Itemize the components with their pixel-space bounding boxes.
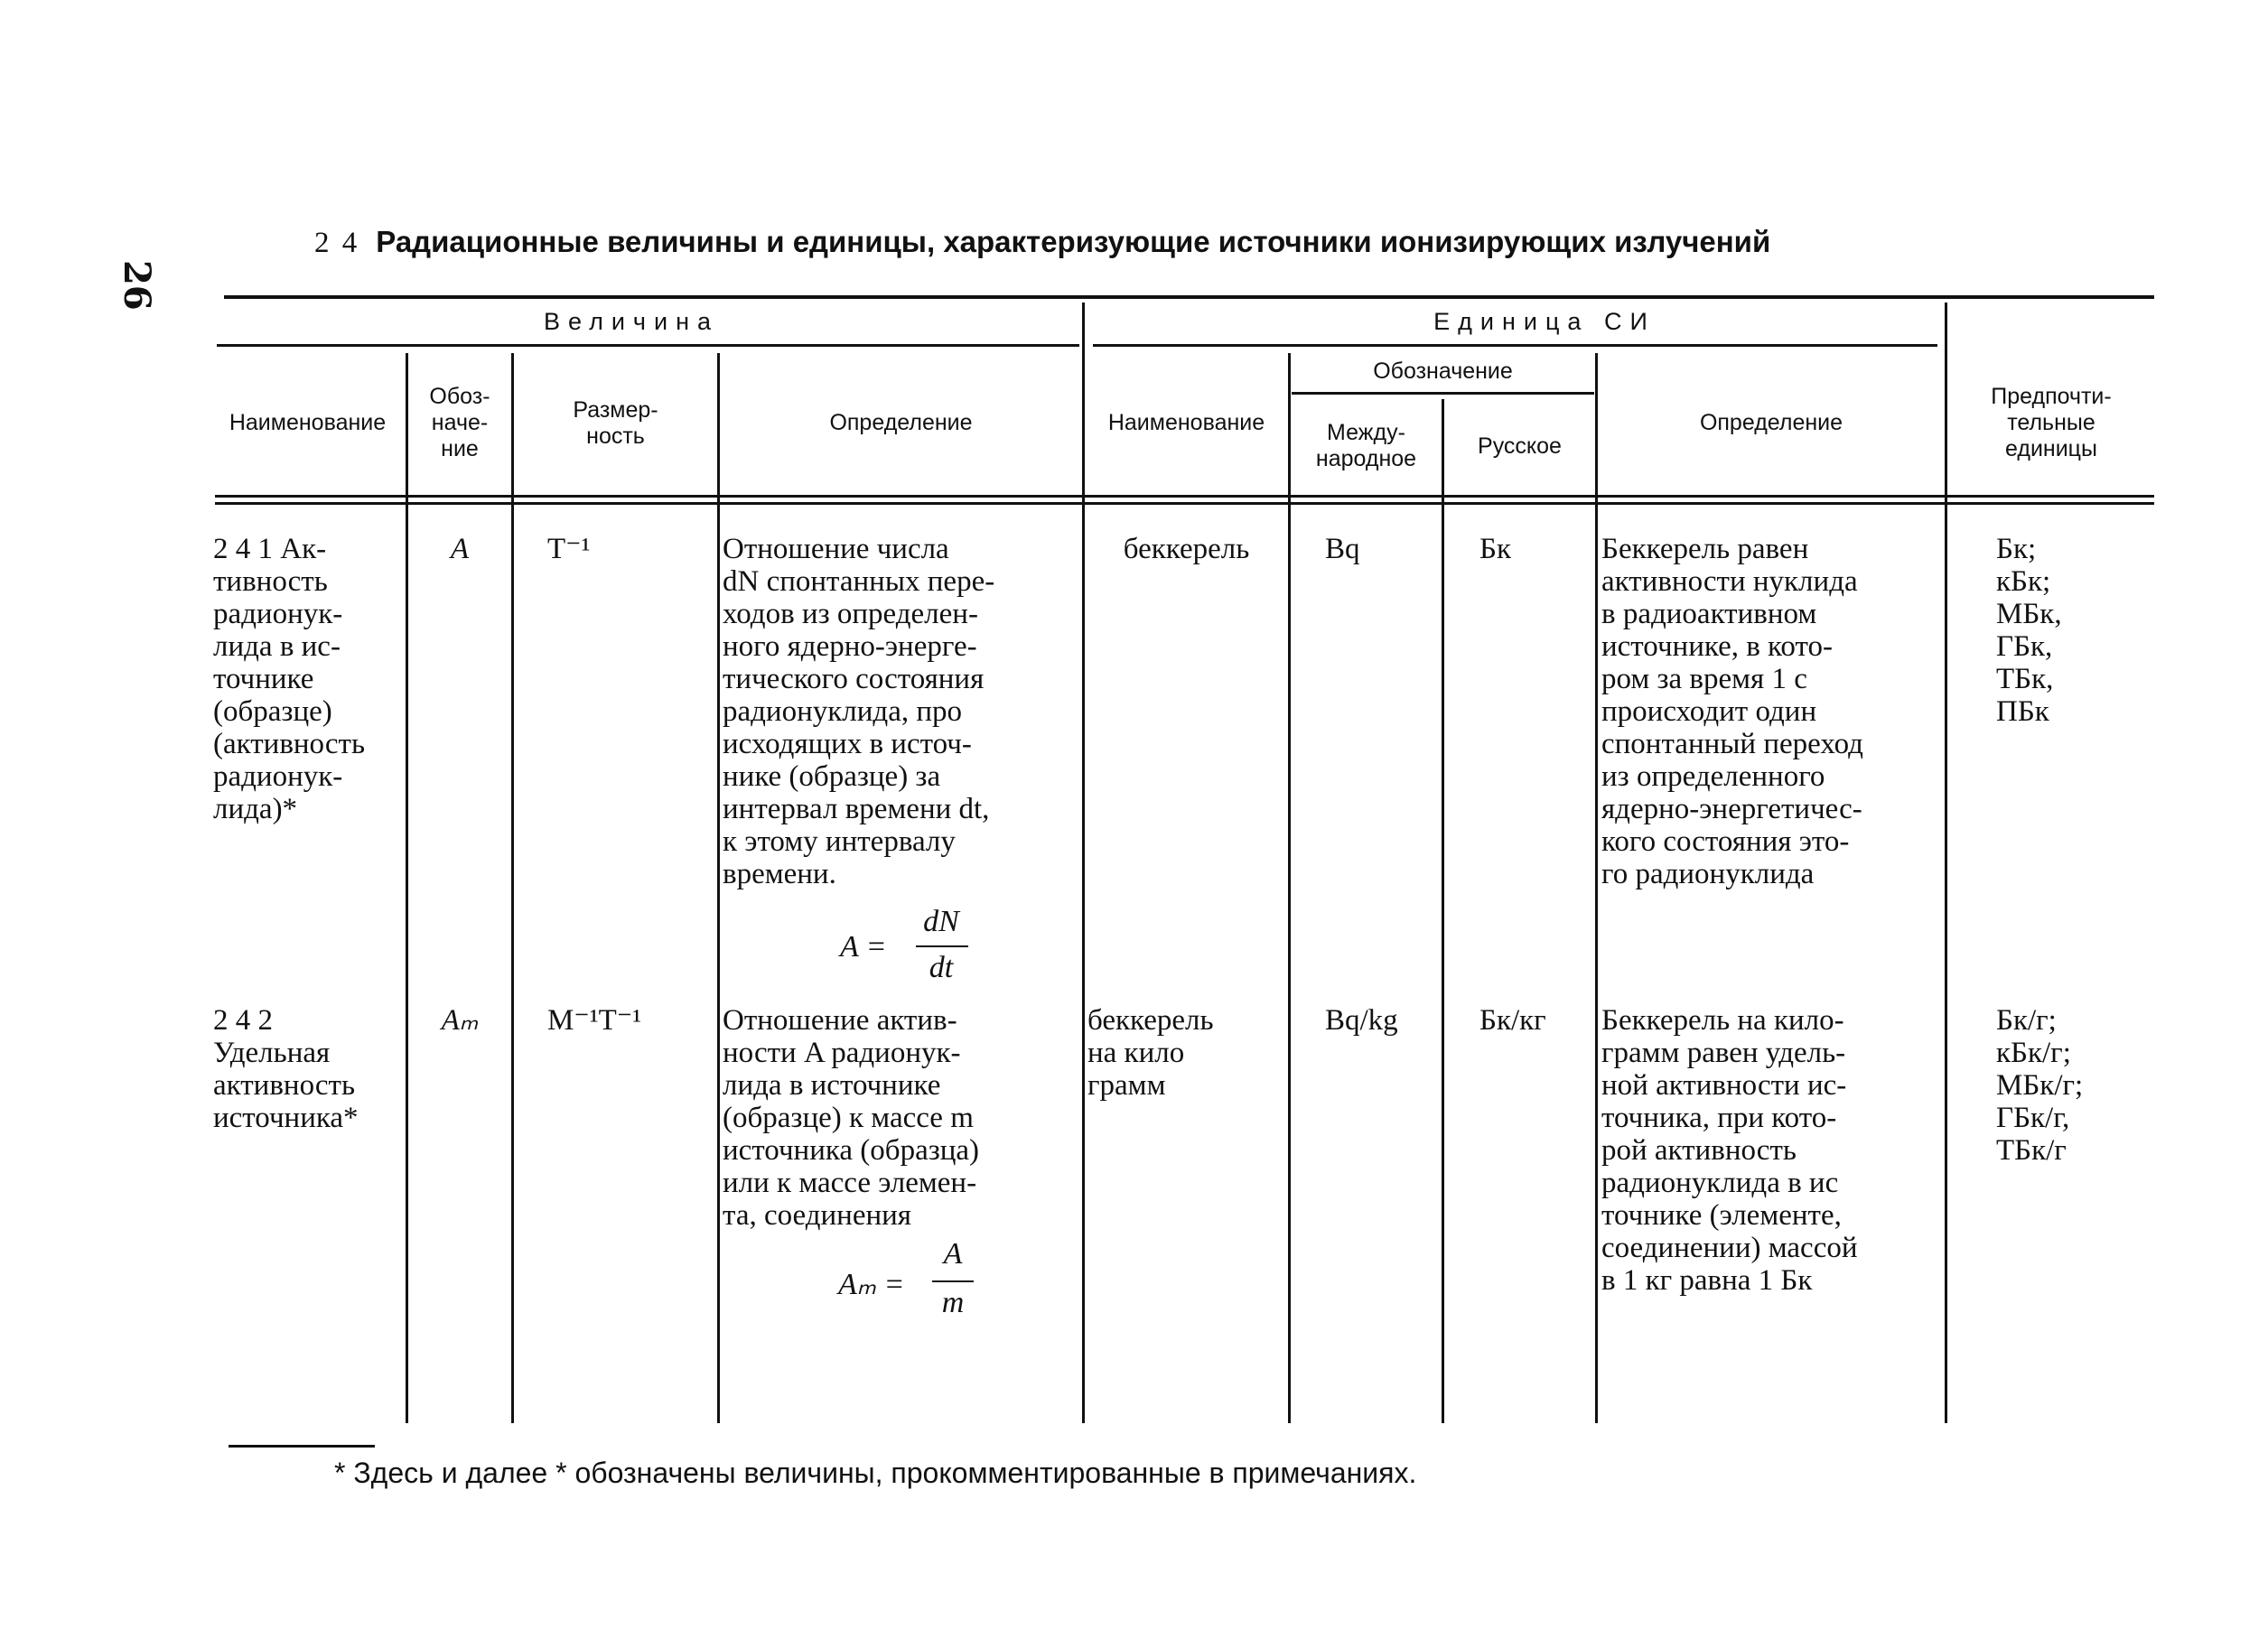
footnote: * Здесь и далее * обозначены величины, прокомментированные в примечаниях. <box>334 1457 1417 1489</box>
row1-name: 2 4 1 Ак- тивность радионук- лида в ис- точнике (образце) (активность радионук- лида)* <box>213 533 365 825</box>
row2-unit-name: беккерель на кило грамм <box>1087 1004 1214 1102</box>
row2-russian: Бк/кг <box>1479 1004 1546 1037</box>
row2-fraction-bar <box>932 1280 974 1282</box>
header-definition: Определение <box>829 410 973 436</box>
row2-formula-lhs: Aₘ = <box>838 1268 905 1301</box>
row1-preferred: Бк; кБк; МБк, ГБк, ТБк, ПБк <box>1996 533 2062 728</box>
row2-definition: Отношение актив- ности A радионук- лида в источнике (образце) к массе m источника (образца) или к массе элемен- та, соединения <box>723 1004 980 1232</box>
header-name: Наименование <box>229 410 387 436</box>
col-divider-3 <box>717 353 720 1423</box>
col-divider-6 <box>1442 399 1444 1423</box>
quantity-group-rule <box>217 344 1079 347</box>
row2-symbol: Aₘ <box>441 1004 479 1037</box>
row2-international: Bq/kg <box>1325 1004 1398 1037</box>
row1-unit-definition: Беккерель равен активности нуклида в радиоактивном источнике, в кото- ром за время 1 с происходит один спонтанный переход из определенного ядерно-энергетичес- кого состояния это- го радионуклида <box>1601 533 1863 890</box>
header-quantity-group: Величина <box>543 308 720 336</box>
col-divider-5 <box>1288 353 1291 1423</box>
header-unit-name: Наименование <box>1107 410 1265 436</box>
header-unit-group: Единица СИ <box>1433 308 1656 336</box>
header-symbol: Обоз- наче- ние <box>429 384 490 461</box>
row2-formula-denominator: m <box>941 1286 965 1319</box>
header-double-rule-2 <box>215 502 2154 505</box>
row2-formula-numerator: A <box>943 1237 963 1271</box>
page-number: 26 <box>116 260 158 311</box>
row1-formula-denominator: dt <box>929 951 954 984</box>
header-international: Между- народное <box>1315 420 1417 471</box>
designation-rule <box>1292 392 1594 395</box>
header-unit-definition: Определение <box>1699 410 1843 436</box>
table-number: 2 4 <box>314 227 360 259</box>
table-caption <box>314 224 1770 260</box>
table-top-rule <box>224 295 2154 299</box>
row2-name: 2 4 2 Удельная активность источника* <box>213 1004 359 1134</box>
row1-symbol: A <box>450 533 470 565</box>
col-divider-1 <box>406 353 408 1423</box>
table-title: Радиационные величины и единицы, характеризующие источники ионизирующих излучений <box>376 225 1771 258</box>
row1-fraction-bar <box>916 945 968 947</box>
row1-international: Bq <box>1325 533 1360 565</box>
header-designation: Обозначение <box>1373 358 1513 384</box>
header-russian: Русское <box>1478 433 1562 459</box>
row1-formula-lhs: A = <box>840 930 887 964</box>
row2-preferred: Бк/г; кБк/г; МБк/г; ГБк/г, ТБк/г <box>1996 1004 2084 1167</box>
row2-unit-definition: Беккерель на кило- грамм равен удель- ной активности ис- точника, при кото- рой активность радионуклида в ис точнике (элементе, соединении) массой в 1 кг равна 1 Бк <box>1601 1004 1858 1297</box>
header-double-rule-1 <box>215 495 2154 498</box>
row1-russian: Бк <box>1479 533 1511 565</box>
row2-dimension: M⁻¹T⁻¹ <box>547 1004 642 1037</box>
unit-group-rule <box>1093 344 1937 347</box>
header-dimension: Размер- ность <box>573 396 658 449</box>
row1-dimension: T⁻¹ <box>547 533 591 565</box>
header-preferred: Предпочти- тельные единицы <box>1991 384 2112 461</box>
row1-definition: Отношение числа dN спонтанных пере- ходов из определен- ного ядерно-энерге- тического состояния радионуклида, про исходящих в источ- нике (образце) за интервал времени dt, к этому интервалу времени. <box>723 533 995 890</box>
footnote-rule <box>229 1445 375 1448</box>
row1-unit-name: беккерель <box>1123 533 1250 565</box>
col-divider-7 <box>1595 353 1598 1423</box>
col-divider-2 <box>511 353 514 1423</box>
row1-formula-numerator: dN <box>923 905 959 938</box>
